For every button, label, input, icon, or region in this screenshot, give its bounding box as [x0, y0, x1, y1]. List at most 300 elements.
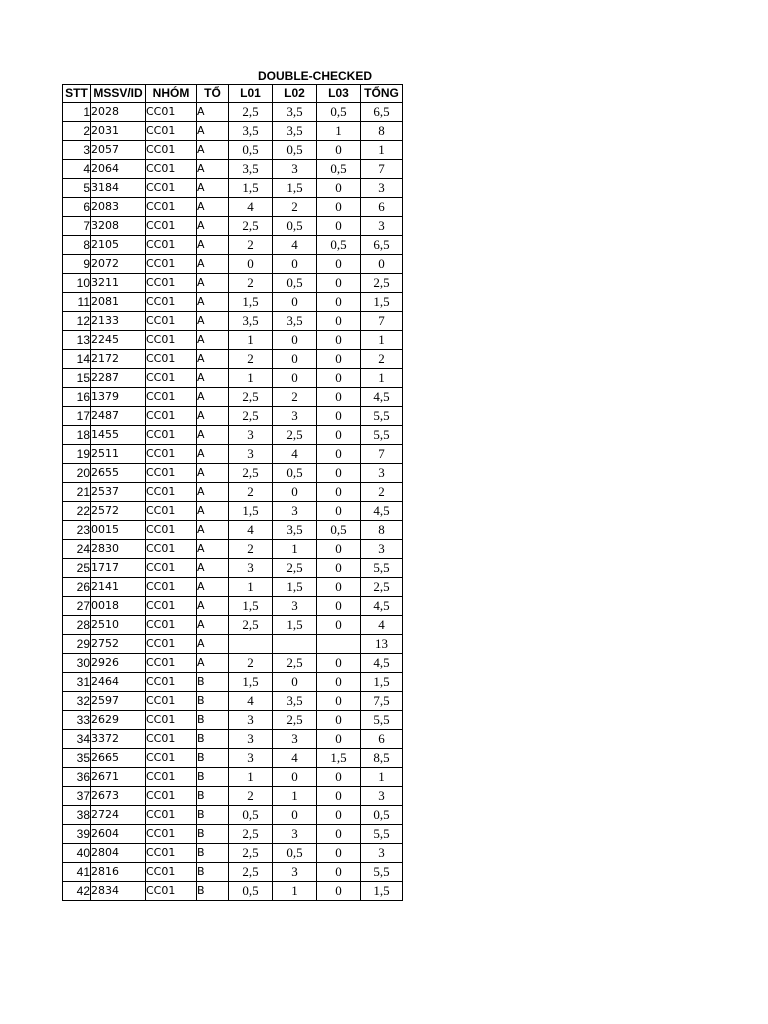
cell-mssv-id[interactable]: 2673 — [91, 787, 146, 806]
cell-stt[interactable]: 41 — [63, 863, 91, 882]
cell-to[interactable]: B — [197, 806, 229, 825]
cell-l02[interactable]: 0 — [273, 806, 317, 825]
cell-l01[interactable]: 1 — [229, 578, 273, 597]
cell-mssv-id[interactable]: 2655 — [91, 464, 146, 483]
cell-l01[interactable]: 2,5 — [229, 863, 273, 882]
cell-to[interactable]: A — [197, 388, 229, 407]
cell-l01[interactable]: 0,5 — [229, 141, 273, 160]
cell-tong[interactable]: 5,5 — [361, 559, 403, 578]
cell-l01[interactable]: 2,5 — [229, 616, 273, 635]
cell-to[interactable]: A — [197, 502, 229, 521]
cell-tong[interactable]: 4,5 — [361, 388, 403, 407]
cell-nhom[interactable]: CC01 — [146, 616, 197, 635]
cell-mssv-id[interactable]: 2083 — [91, 198, 146, 217]
cell-to[interactable]: A — [197, 521, 229, 540]
cell-l02[interactable]: 3,5 — [273, 692, 317, 711]
cell-mssv-id[interactable]: 3372 — [91, 730, 146, 749]
cell-mssv-id[interactable]: 2830 — [91, 540, 146, 559]
cell-l01[interactable]: 3 — [229, 559, 273, 578]
cell-l01[interactable]: 1,5 — [229, 673, 273, 692]
cell-l02[interactable]: 0 — [273, 255, 317, 274]
cell-l03[interactable]: 0 — [317, 350, 361, 369]
cell-l02[interactable]: 1 — [273, 787, 317, 806]
cell-nhom[interactable]: CC01 — [146, 521, 197, 540]
cell-tong[interactable]: 2,5 — [361, 578, 403, 597]
cell-l02[interactable]: 0 — [273, 350, 317, 369]
cell-tong[interactable]: 6,5 — [361, 236, 403, 255]
cell-stt[interactable]: 20 — [63, 464, 91, 483]
cell-to[interactable]: A — [197, 597, 229, 616]
cell-l03[interactable]: 0 — [317, 616, 361, 635]
cell-l02[interactable]: 3,5 — [273, 312, 317, 331]
cell-l02[interactable]: 0 — [273, 768, 317, 787]
cell-tong[interactable]: 1,5 — [361, 293, 403, 312]
cell-stt[interactable]: 8 — [63, 236, 91, 255]
cell-nhom[interactable]: CC01 — [146, 654, 197, 673]
cell-l03[interactable]: 0 — [317, 274, 361, 293]
cell-mssv-id[interactable]: 2604 — [91, 825, 146, 844]
cell-l02[interactable]: 4 — [273, 236, 317, 255]
cell-nhom[interactable]: CC01 — [146, 369, 197, 388]
cell-stt[interactable]: 4 — [63, 160, 91, 179]
cell-l01[interactable]: 3,5 — [229, 160, 273, 179]
col-header-nhom[interactable]: NHÓM — [146, 85, 197, 103]
cell-l02[interactable]: 3 — [273, 863, 317, 882]
cell-to[interactable]: A — [197, 635, 229, 654]
cell-l03[interactable]: 0 — [317, 730, 361, 749]
cell-to[interactable]: B — [197, 692, 229, 711]
cell-stt[interactable]: 2 — [63, 122, 91, 141]
cell-nhom[interactable]: CC01 — [146, 426, 197, 445]
cell-tong[interactable]: 0 — [361, 255, 403, 274]
cell-l03[interactable]: 0 — [317, 445, 361, 464]
cell-l01[interactable]: 3 — [229, 730, 273, 749]
cell-l01[interactable]: 2,5 — [229, 844, 273, 863]
cell-to[interactable]: B — [197, 768, 229, 787]
cell-l02[interactable] — [273, 635, 317, 654]
cell-l03[interactable]: 0 — [317, 673, 361, 692]
cell-l02[interactable]: 2,5 — [273, 426, 317, 445]
cell-stt[interactable]: 3 — [63, 141, 91, 160]
cell-stt[interactable]: 37 — [63, 787, 91, 806]
cell-stt[interactable]: 23 — [63, 521, 91, 540]
cell-l02[interactable]: 2 — [273, 388, 317, 407]
cell-l03[interactable]: 0 — [317, 483, 361, 502]
cell-l03[interactable]: 0 — [317, 464, 361, 483]
cell-l02[interactable]: 1,5 — [273, 578, 317, 597]
cell-nhom[interactable]: CC01 — [146, 711, 197, 730]
cell-l03[interactable]: 0 — [317, 559, 361, 578]
cell-mssv-id[interactable]: 2724 — [91, 806, 146, 825]
cell-stt[interactable]: 30 — [63, 654, 91, 673]
cell-l02[interactable]: 2,5 — [273, 559, 317, 578]
cell-nhom[interactable]: CC01 — [146, 312, 197, 331]
cell-stt[interactable]: 6 — [63, 198, 91, 217]
cell-stt[interactable]: 13 — [63, 331, 91, 350]
cell-to[interactable]: A — [197, 217, 229, 236]
cell-nhom[interactable]: CC01 — [146, 863, 197, 882]
cell-mssv-id[interactable]: 2537 — [91, 483, 146, 502]
cell-l01[interactable]: 2 — [229, 654, 273, 673]
cell-l01[interactable]: 0,5 — [229, 882, 273, 901]
cell-mssv-id[interactable]: 2028 — [91, 103, 146, 122]
cell-mssv-id[interactable]: 2671 — [91, 768, 146, 787]
cell-l02[interactable]: 0,5 — [273, 844, 317, 863]
cell-nhom[interactable]: CC01 — [146, 578, 197, 597]
cell-l01[interactable]: 1 — [229, 369, 273, 388]
cell-nhom[interactable]: CC01 — [146, 217, 197, 236]
cell-mssv-id[interactable]: 0015 — [91, 521, 146, 540]
cell-stt[interactable]: 15 — [63, 369, 91, 388]
cell-tong[interactable]: 7,5 — [361, 692, 403, 711]
cell-mssv-id[interactable]: 2072 — [91, 255, 146, 274]
cell-l03[interactable]: 0,5 — [317, 521, 361, 540]
cell-nhom[interactable]: CC01 — [146, 559, 197, 578]
cell-nhom[interactable]: CC01 — [146, 293, 197, 312]
cell-l02[interactable]: 1 — [273, 540, 317, 559]
cell-mssv-id[interactable]: 2133 — [91, 312, 146, 331]
cell-tong[interactable]: 7 — [361, 312, 403, 331]
cell-nhom[interactable]: CC01 — [146, 692, 197, 711]
cell-l02[interactable]: 0 — [273, 331, 317, 350]
cell-l01[interactable] — [229, 635, 273, 654]
cell-l01[interactable]: 3 — [229, 426, 273, 445]
cell-to[interactable]: A — [197, 103, 229, 122]
cell-l03[interactable]: 0 — [317, 540, 361, 559]
cell-to[interactable]: B — [197, 749, 229, 768]
cell-mssv-id[interactable]: 1717 — [91, 559, 146, 578]
cell-to[interactable]: A — [197, 179, 229, 198]
cell-mssv-id[interactable]: 2487 — [91, 407, 146, 426]
col-header-stt[interactable]: STT — [63, 85, 91, 103]
cell-l03[interactable]: 0,5 — [317, 236, 361, 255]
cell-l02[interactable]: 3,5 — [273, 521, 317, 540]
cell-l03[interactable]: 0 — [317, 806, 361, 825]
cell-l02[interactable]: 0 — [273, 293, 317, 312]
cell-stt[interactable]: 34 — [63, 730, 91, 749]
cell-stt[interactable]: 21 — [63, 483, 91, 502]
cell-l02[interactable]: 4 — [273, 749, 317, 768]
cell-l02[interactable]: 2 — [273, 198, 317, 217]
cell-l03[interactable]: 0 — [317, 692, 361, 711]
cell-l03[interactable]: 0 — [317, 198, 361, 217]
cell-l03[interactable]: 0 — [317, 407, 361, 426]
cell-tong[interactable]: 4,5 — [361, 502, 403, 521]
cell-to[interactable]: A — [197, 122, 229, 141]
cell-l01[interactable]: 2 — [229, 787, 273, 806]
cell-l02[interactable]: 0 — [273, 483, 317, 502]
cell-tong[interactable]: 3 — [361, 217, 403, 236]
cell-nhom[interactable]: CC01 — [146, 445, 197, 464]
cell-l01[interactable]: 1,5 — [229, 293, 273, 312]
cell-to[interactable]: B — [197, 787, 229, 806]
cell-stt[interactable]: 10 — [63, 274, 91, 293]
cell-l03[interactable]: 0 — [317, 331, 361, 350]
cell-l02[interactable]: 3 — [273, 502, 317, 521]
cell-to[interactable]: A — [197, 331, 229, 350]
cell-mssv-id[interactable]: 2464 — [91, 673, 146, 692]
cell-l02[interactable]: 1 — [273, 882, 317, 901]
cell-nhom[interactable]: CC01 — [146, 749, 197, 768]
cell-stt[interactable]: 26 — [63, 578, 91, 597]
cell-nhom[interactable]: CC01 — [146, 255, 197, 274]
cell-l03[interactable]: 0 — [317, 882, 361, 901]
cell-l01[interactable]: 3,5 — [229, 122, 273, 141]
cell-l03[interactable]: 0 — [317, 179, 361, 198]
cell-l01[interactable]: 2 — [229, 274, 273, 293]
cell-l02[interactable]: 1,5 — [273, 179, 317, 198]
cell-l01[interactable]: 2 — [229, 540, 273, 559]
cell-stt[interactable]: 33 — [63, 711, 91, 730]
cell-to[interactable]: A — [197, 407, 229, 426]
cell-l03[interactable]: 0 — [317, 502, 361, 521]
cell-nhom[interactable]: CC01 — [146, 768, 197, 787]
cell-l01[interactable]: 3 — [229, 445, 273, 464]
cell-nhom[interactable]: CC01 — [146, 350, 197, 369]
cell-nhom[interactable]: CC01 — [146, 103, 197, 122]
cell-nhom[interactable]: CC01 — [146, 597, 197, 616]
cell-to[interactable]: A — [197, 236, 229, 255]
cell-mssv-id[interactable]: 3208 — [91, 217, 146, 236]
cell-to[interactable]: A — [197, 578, 229, 597]
cell-mssv-id[interactable]: 2597 — [91, 692, 146, 711]
cell-l01[interactable]: 1 — [229, 331, 273, 350]
cell-stt[interactable]: 19 — [63, 445, 91, 464]
cell-stt[interactable]: 35 — [63, 749, 91, 768]
cell-l01[interactable]: 4 — [229, 198, 273, 217]
cell-l02[interactable]: 0,5 — [273, 464, 317, 483]
cell-stt[interactable]: 7 — [63, 217, 91, 236]
cell-stt[interactable]: 40 — [63, 844, 91, 863]
cell-to[interactable]: A — [197, 369, 229, 388]
cell-to[interactable]: A — [197, 445, 229, 464]
cell-mssv-id[interactable]: 2572 — [91, 502, 146, 521]
cell-mssv-id[interactable]: 2834 — [91, 882, 146, 901]
cell-mssv-id[interactable]: 2511 — [91, 445, 146, 464]
cell-l02[interactable]: 0,5 — [273, 274, 317, 293]
col-header-l03[interactable]: L03 — [317, 85, 361, 103]
cell-stt[interactable]: 29 — [63, 635, 91, 654]
cell-mssv-id[interactable]: 2031 — [91, 122, 146, 141]
cell-to[interactable]: A — [197, 559, 229, 578]
cell-l01[interactable]: 2 — [229, 483, 273, 502]
cell-nhom[interactable]: CC01 — [146, 806, 197, 825]
cell-to[interactable]: A — [197, 293, 229, 312]
cell-to[interactable]: B — [197, 673, 229, 692]
cell-tong[interactable]: 1 — [361, 141, 403, 160]
cell-mssv-id[interactable]: 1455 — [91, 426, 146, 445]
cell-l02[interactable]: 3 — [273, 730, 317, 749]
cell-nhom[interactable]: CC01 — [146, 274, 197, 293]
cell-tong[interactable]: 3 — [361, 787, 403, 806]
cell-tong[interactable]: 1,5 — [361, 882, 403, 901]
cell-tong[interactable]: 5,5 — [361, 863, 403, 882]
cell-to[interactable]: A — [197, 274, 229, 293]
cell-stt[interactable]: 31 — [63, 673, 91, 692]
cell-nhom[interactable]: CC01 — [146, 635, 197, 654]
cell-tong[interactable]: 1,5 — [361, 673, 403, 692]
cell-l01[interactable]: 1,5 — [229, 502, 273, 521]
cell-l01[interactable]: 1,5 — [229, 179, 273, 198]
cell-l02[interactable]: 0,5 — [273, 141, 317, 160]
cell-stt[interactable]: 42 — [63, 882, 91, 901]
col-header-tong[interactable]: TỔNG — [361, 85, 403, 103]
cell-l03[interactable]: 0,5 — [317, 160, 361, 179]
cell-stt[interactable]: 17 — [63, 407, 91, 426]
cell-l03[interactable]: 0 — [317, 141, 361, 160]
cell-nhom[interactable]: CC01 — [146, 673, 197, 692]
cell-l01[interactable]: 3 — [229, 749, 273, 768]
cell-stt[interactable]: 11 — [63, 293, 91, 312]
cell-tong[interactable]: 13 — [361, 635, 403, 654]
cell-mssv-id[interactable]: 2245 — [91, 331, 146, 350]
cell-mssv-id[interactable]: 2926 — [91, 654, 146, 673]
col-header-l01[interactable]: L01 — [229, 85, 273, 103]
cell-l01[interactable]: 2,5 — [229, 407, 273, 426]
cell-stt[interactable]: 12 — [63, 312, 91, 331]
cell-l03[interactable]: 0 — [317, 255, 361, 274]
cell-l03[interactable]: 0 — [317, 578, 361, 597]
cell-l01[interactable]: 2,5 — [229, 217, 273, 236]
cell-mssv-id[interactable]: 2816 — [91, 863, 146, 882]
cell-mssv-id[interactable]: 2804 — [91, 844, 146, 863]
cell-l01[interactable]: 2,5 — [229, 103, 273, 122]
cell-nhom[interactable]: CC01 — [146, 464, 197, 483]
cell-stt[interactable]: 22 — [63, 502, 91, 521]
cell-tong[interactable]: 6 — [361, 730, 403, 749]
cell-nhom[interactable]: CC01 — [146, 844, 197, 863]
cell-l01[interactable]: 3,5 — [229, 312, 273, 331]
col-header-l02[interactable]: L02 — [273, 85, 317, 103]
cell-l03[interactable]: 1 — [317, 122, 361, 141]
cell-mssv-id[interactable]: 2287 — [91, 369, 146, 388]
cell-l02[interactable]: 2,5 — [273, 711, 317, 730]
cell-l01[interactable]: 1,5 — [229, 597, 273, 616]
cell-mssv-id[interactable]: 3184 — [91, 179, 146, 198]
cell-mssv-id[interactable]: 2172 — [91, 350, 146, 369]
cell-l02[interactable]: 0,5 — [273, 217, 317, 236]
cell-tong[interactable]: 4,5 — [361, 597, 403, 616]
cell-stt[interactable]: 36 — [63, 768, 91, 787]
cell-tong[interactable]: 6,5 — [361, 103, 403, 122]
cell-stt[interactable]: 14 — [63, 350, 91, 369]
cell-tong[interactable]: 8 — [361, 521, 403, 540]
cell-stt[interactable]: 32 — [63, 692, 91, 711]
cell-tong[interactable]: 1 — [361, 768, 403, 787]
cell-l02[interactable]: 2,5 — [273, 654, 317, 673]
cell-stt[interactable]: 25 — [63, 559, 91, 578]
cell-tong[interactable]: 1 — [361, 331, 403, 350]
cell-mssv-id[interactable]: 3211 — [91, 274, 146, 293]
cell-to[interactable]: A — [197, 141, 229, 160]
cell-nhom[interactable]: CC01 — [146, 331, 197, 350]
cell-to[interactable]: A — [197, 654, 229, 673]
cell-nhom[interactable]: CC01 — [146, 160, 197, 179]
cell-tong[interactable]: 7 — [361, 160, 403, 179]
cell-stt[interactable]: 39 — [63, 825, 91, 844]
cell-l01[interactable]: 0 — [229, 255, 273, 274]
cell-to[interactable]: B — [197, 825, 229, 844]
cell-l03[interactable]: 0 — [317, 426, 361, 445]
cell-to[interactable]: A — [197, 464, 229, 483]
cell-tong[interactable]: 8,5 — [361, 749, 403, 768]
cell-l02[interactable]: 1,5 — [273, 616, 317, 635]
cell-l01[interactable]: 2 — [229, 236, 273, 255]
cell-to[interactable]: B — [197, 711, 229, 730]
cell-tong[interactable]: 6 — [361, 198, 403, 217]
cell-stt[interactable]: 5 — [63, 179, 91, 198]
cell-stt[interactable]: 27 — [63, 597, 91, 616]
cell-stt[interactable]: 9 — [63, 255, 91, 274]
cell-tong[interactable]: 3 — [361, 464, 403, 483]
cell-l02[interactable]: 3 — [273, 160, 317, 179]
cell-l03[interactable]: 0 — [317, 293, 361, 312]
cell-l03[interactable]: 0 — [317, 312, 361, 331]
cell-nhom[interactable]: CC01 — [146, 502, 197, 521]
cell-mssv-id[interactable]: 2629 — [91, 711, 146, 730]
cell-l03[interactable]: 0 — [317, 863, 361, 882]
cell-tong[interactable]: 3 — [361, 540, 403, 559]
cell-to[interactable]: A — [197, 198, 229, 217]
cell-stt[interactable]: 28 — [63, 616, 91, 635]
col-header-mssv-id[interactable]: MSSV/ID — [91, 85, 146, 103]
cell-mssv-id[interactable]: 2105 — [91, 236, 146, 255]
cell-tong[interactable]: 4 — [361, 616, 403, 635]
cell-stt[interactable]: 16 — [63, 388, 91, 407]
cell-l03[interactable]: 0,5 — [317, 103, 361, 122]
cell-mssv-id[interactable]: 2064 — [91, 160, 146, 179]
cell-nhom[interactable]: CC01 — [146, 236, 197, 255]
cell-l01[interactable]: 0,5 — [229, 806, 273, 825]
cell-l03[interactable]: 0 — [317, 388, 361, 407]
cell-tong[interactable]: 2,5 — [361, 274, 403, 293]
cell-to[interactable]: A — [197, 160, 229, 179]
cell-mssv-id[interactable]: 2081 — [91, 293, 146, 312]
cell-l03[interactable]: 0 — [317, 711, 361, 730]
cell-stt[interactable]: 1 — [63, 103, 91, 122]
cell-stt[interactable]: 18 — [63, 426, 91, 445]
cell-l02[interactable]: 4 — [273, 445, 317, 464]
cell-l03[interactable]: 0 — [317, 787, 361, 806]
cell-tong[interactable]: 2 — [361, 350, 403, 369]
cell-l03[interactable] — [317, 635, 361, 654]
cell-nhom[interactable]: CC01 — [146, 122, 197, 141]
cell-tong[interactable]: 4,5 — [361, 654, 403, 673]
cell-tong[interactable]: 5,5 — [361, 407, 403, 426]
cell-to[interactable]: B — [197, 844, 229, 863]
cell-l03[interactable]: 0 — [317, 844, 361, 863]
cell-l03[interactable]: 1,5 — [317, 749, 361, 768]
cell-mssv-id[interactable]: 0018 — [91, 597, 146, 616]
cell-tong[interactable]: 3 — [361, 179, 403, 198]
cell-l03[interactable]: 0 — [317, 768, 361, 787]
cell-l01[interactable]: 2,5 — [229, 825, 273, 844]
cell-to[interactable]: B — [197, 882, 229, 901]
cell-mssv-id[interactable]: 2752 — [91, 635, 146, 654]
cell-l01[interactable]: 4 — [229, 521, 273, 540]
cell-to[interactable]: A — [197, 350, 229, 369]
cell-tong[interactable]: 1 — [361, 369, 403, 388]
cell-l01[interactable]: 2,5 — [229, 388, 273, 407]
cell-nhom[interactable]: CC01 — [146, 198, 197, 217]
cell-l03[interactable]: 0 — [317, 597, 361, 616]
cell-to[interactable]: A — [197, 616, 229, 635]
cell-l02[interactable]: 3,5 — [273, 122, 317, 141]
cell-l01[interactable]: 2,5 — [229, 464, 273, 483]
cell-l02[interactable]: 3 — [273, 407, 317, 426]
cell-l02[interactable]: 3 — [273, 825, 317, 844]
cell-nhom[interactable]: CC01 — [146, 141, 197, 160]
